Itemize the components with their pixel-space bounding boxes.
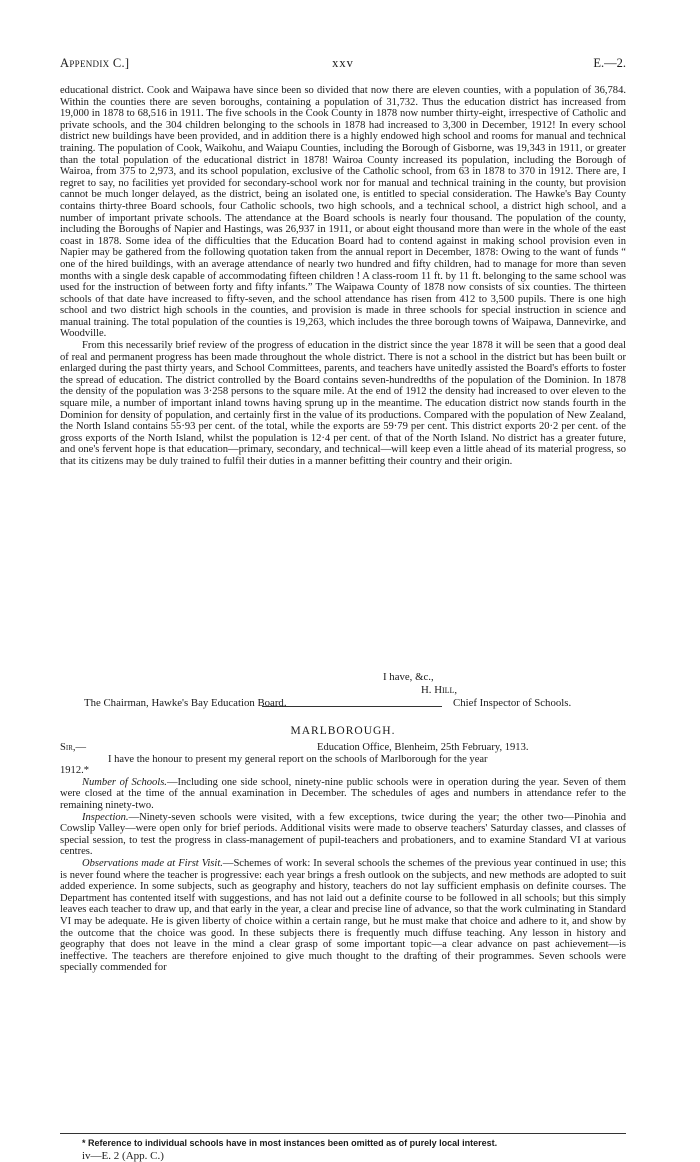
signatory-name: H. Hill, bbox=[421, 684, 458, 696]
intro-line: I have the honour to present my general report on the schools of Marlborough for the year bbox=[108, 753, 488, 765]
heading-number-of-schools: Number of Schools. bbox=[82, 776, 167, 788]
footnote-divider bbox=[60, 1133, 626, 1134]
printer-signature-mark: iv—E. 2 (App. C.) bbox=[82, 1150, 164, 1162]
heading-observations: Observations made at First Visit. bbox=[82, 857, 223, 869]
section-title: MARLBOROUGH. bbox=[290, 725, 396, 737]
signatory-title: Chief Inspector of Schools. bbox=[453, 697, 572, 709]
text-inspection: —Ninety-seven schools were visited, with a few exceptions, twice during the year; the other two—Pinohia and Cowslip Valley—were open only for brief periods. Additional visits were made to observe teachers' Saturday classes, and classes of special session, to test the progress in class-management of pupil-teachers and probationers, and to examine Standard VI at various centres. bbox=[60, 811, 626, 858]
text-observations: —Schemes of work: In several schools the schemes of the previous year continued in use; this is never found where the teacher is progressive: each year brings a fresh outlook on the subjects, and new methods are adopted to suit added experience. In some subjects, such as geography and history, teachers do not lay sufficient emphasis on definite courses. The Department has contented itself with suggestions, and has not laid out a definite course to be followed in all schools; but this simply leaves each teacher to draw up, and that early in the year, a clear and precise line of advance, so that the work culminating in Standard VI may be adequate. He is given liberty of choice within a certain range, but he must make that choice and adhere to it, and show by the outcome that the choice was good. In these subjects there is frequently much diffuse teaching. Any lesson in history and geography that does not leave in the mind a clear grasp of some important topic—a clear advance on past achievement—is ineffective. The teachers are therefore enjoined to give much thought to the drafting of their programmes. Seven schools were specially commended for bbox=[60, 857, 626, 974]
text-number-of-schools: —Including one side school, ninety-nine public schools were in operation during the year. Seven of them were closed at the time of the annual examination in December. The schedules of ages and numbers in attendance refer to the remaining ninety-two. bbox=[60, 776, 626, 811]
paragraph-inspection bbox=[60, 812, 626, 858]
report-body bbox=[60, 85, 626, 468]
section-divider bbox=[262, 706, 442, 707]
intro-year: 1912.* bbox=[60, 765, 90, 777]
salutation-row bbox=[60, 742, 626, 754]
appendix-label: Appendix C.] bbox=[60, 56, 130, 70]
footnote: * Reference to individual schools have in most instances been omitted as of purely local interest. bbox=[82, 1138, 498, 1148]
marlborough-report bbox=[60, 742, 626, 974]
paragraph-number-of-schools bbox=[60, 777, 626, 812]
paragraph-2: From this necessarily brief review of the progress of education in the district since the year 1878 it will be seen that a good deal of real and permanent progress has been made throughout the whole district. There is not a school in the district but has been built or enlarged during the past thirty years, and School Committees, parents, and teachers have unitedly assisted the Board's efforts to foster the spread of education. The district controlled by the Board contains seven-hundredths of the population of the Dominion. In 1878 the density of the population was 3·258 persons to the square mile. At the end of 1912 the density had increased to over eleven to the square mile, a number of important inland towns having sprung up in the meantime. The education district now stands fourth in the Dominion for density of population, and certainly first in the value of its productions. Compared with the population of New Zealand, the North Island contains 55·93 per cent. of the total, while the exports are 59·79 per cent. This district exports 20·2 per cent. of the gross exports of the North Island, whilst the population is 12·4 per cent. of that of the North Island. No district has a greater future, and one's fervent hope is that education—primary, secondary, and technical—will keep even a little ahead of its material progress, so that its citizens may be duly trained to fulfil their duties in a manner befitting their country and their origin. bbox=[60, 340, 626, 467]
document-code: E.—2. bbox=[593, 56, 626, 70]
closing: I have, &c., bbox=[383, 671, 434, 683]
dateline: Education Office, Blenheim, 25th February, 1913. bbox=[317, 742, 529, 753]
heading-inspection: Inspection. bbox=[82, 811, 129, 823]
paragraph-observations bbox=[60, 858, 626, 974]
addressee: The Chairman, Hawke's Bay Education Board. bbox=[84, 697, 287, 709]
paragraph-1: educational district. Cook and Waipawa have since been so divided that now there are eleven counties, with a population of 36,784. Within the counties there are seven boroughs, containing a population of 31,732. Thus the education district has increased from 19,000 in 1878 to 68,516 in 1911. The five schools in the Cook County in 1878 now number thirty-eight, irrespective of Catholic and private schools, and the 304 children belonging to the schools in 1878 had increased to 3,300 in December, 1912! In every school district new buildings have been provided, and in addition there is a highly endowed high school and rooms for manual and technical training. The population of Cook, Waikohu, and Waiapu Counties, including the Borough of Gisborne, was 19,343 in 1911, or greater than the total population of the educational district in 1878! Wairoa County increased its population, including the Borough of Wairoa, from 375 to 2,973, and its school population, exclusive of the Catholic school, from 63 in 1878 to 370 in 1912. There are, I regret to say, no facilities yet provided for secondary-school work nor for manual and technical training in the county, but provision cannot be much longer delayed, as the district, being an isolated one, is entitled to special consideration. The Hawke's Bay County contains thirty-three Board schools, four Catholic schools, two high schools, and a technical school, a district high school, and a number of important private schools. The attendance at the Board schools is nearly four thousand. The population of the county, including the Boroughs of Napier and Hastings, was 26,937 in 1911, or about eight thousand more than were in the whole of the east coast in 1878. Some idea of the difficulties that the Education Board had to contend against in making school provision even in Napier may be gathered from the following quotation taken from the annual report in December, 1878: Owing to the want of funds “ one of the hired buildings, with an average attendance of nearly two hundred and fifty children, had to manage for more than seven months with a single desk capable of accommodating fifteen children ! A class-room 11 ft. by 11 ft. belonging to the same school was used for the instruction of between forty and fifty infants.” The Waipawa County of 1878 now consists of six counties. The thirteen schools of that date have increased to fifty-seven, and the school attendance has risen from 412 to 3,500 pupils. There is one high school and two district high schools in the counties, and provision is made in three schools for special instruction in science and manual training. The total population of the counties is 19,263, which includes the three borough towns of Waipawa, Dannevirke, and Woodville. bbox=[60, 85, 626, 340]
page-header bbox=[60, 56, 626, 72]
page-number: xxv bbox=[332, 56, 354, 70]
salutation: Sir,— bbox=[60, 742, 87, 753]
